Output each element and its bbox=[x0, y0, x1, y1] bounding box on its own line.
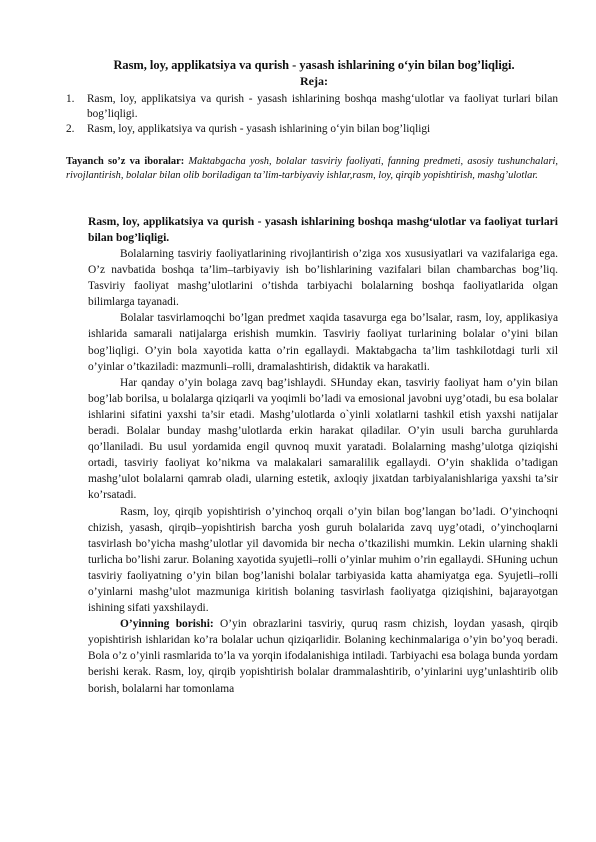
plan-item-number: 2. bbox=[66, 123, 75, 135]
plan-item-text: Rasm, loy, applikatsiya va qurish - yasash ishlarining boshqa mashg‘ulotlar va faoliyat turlari bilan bog’liqligi. bbox=[87, 93, 558, 120]
plan-item bbox=[66, 122, 558, 137]
plan-item bbox=[66, 92, 558, 122]
paragraph bbox=[88, 616, 558, 696]
paragraph: Rasm, loy, qirqib yopishtirish o’yinchoq orqali o’yin bilan bog’langan bo’ladi. O’yinchoqni chizish, yasash, qirqib–yopishtirish barcha yosh guruh bolalarida zavq uyg’otadi, o’yinchoqlarni tasvirlash bo’yicha mashg’ulotlar yil davomida bir necha o’tkazilishi mumkin. Lekin ularning shakli turlicha bo’lishi zarur. Bolaning xayotida syujetli–rolli o’yinlar muhim o’rin egallaydi. SHuning uchun tasviriy faoliyatning o’yin bilan bog’lanishi bolalar tarbiyasida katta ahamiyatga ega. Syujetli–rolli o’yinlarni mashg’ulot mazmuniga kiritish bolaning tasvirlash faoliyatga qiziqishini, bajarayotgan ishining sifati yaxshilaydi. bbox=[88, 505, 558, 615]
section-heading: Rasm, loy, applikatsiya va qurish - yasash ishlarining boshqa mashg‘ulotlar va faoliyat turlari bilan bog’liqligi. bbox=[88, 215, 558, 244]
paragraph-text: O’yin obrazlarini tasviriy, quruq rasm chizish, loydan yasash, qirqib yopishtirish ishlaridan ko’ra bolalar uchun qiziqarlidir. Bolaning kechinmalariga o’yin bo’yoq beradi. Bola o’z o’yinli rasmlarida to’la va yorqin ifodalanishiga intiladi. Tarbiyachi esa bolaga bunda yordam berishi kerak. Rasm, loy, qirqib yopishtirish bolalar drammalashtirib, o’yinlarini uyg’unlashtirib olib borish, bolalarni har tomonlama bbox=[88, 618, 558, 695]
keywords-label: Tayanch so’z va iboralar: bbox=[66, 156, 185, 167]
keywords-block bbox=[66, 155, 558, 182]
paragraph-lead: O’yinning borishi: bbox=[120, 618, 214, 631]
plan-heading: Reja: bbox=[300, 74, 328, 88]
plan-list bbox=[66, 92, 558, 137]
paragraph: Bolalar tasvirlamoqchi bo’lgan predmet xaqida tasavurga ega bo’lsalar, rasm, loy, applikasiya ishlarida samarali natijalarga erishish mumkin. Tasviriy faoliyat turlarining bolalar o’yini bilan bog’liqligi. O’yin bola xayotida katta o’rin egallaydi. Maktabgacha ta’lim tashkilotdagi turli xil o’yinlar o’tkaziladi: mazmunli–rolli, dramalashtirish, didaktik va harakatli. bbox=[88, 312, 558, 373]
paragraph: Har qanday o’yin bolaga zavq bag’ishlaydi. SHunday ekan, tasviriy faoliyat ham o’yin bilan bog’lab borilsa, u bolalarga qiziqarli va yoqimli bo’ladi va emosional javobni uyg’otadi, bu esa bolalar ishlarini sifatini yaxshi ta’sir etadi. Mashg’ulotlarda o`yinli xolatlarni tashkil etish yaxshi natijalar beradi. Bolalar bunday mashg’ulotlarda erkin harakat qiladilar. O’yin usuli barcha guruhlarda qo’llaniladi. Bu usul yordamida engil quvnoq muxit yaratadi. Bolalarning mashg’ulotga qiziqishi ortadi, tasviriy faoliyat ko’nikma va malakalari samaralilik egallaydi. O’yin shaklida o’tadigan mashg’ulot bolalarni qamrab oladi, ularning estetik, axloqiy jixatdan tarbiyalanishlariga yaxshi ta’sir ko’rsatadi. bbox=[88, 376, 558, 502]
plan-item-number: 1. bbox=[66, 93, 75, 105]
document-title: Rasm, loy, applikatsiya va qurish - yasash ishlarining o‘yin bilan bog’liqligi. bbox=[113, 58, 515, 72]
body-text bbox=[88, 246, 558, 697]
plan-item-text: Rasm, loy, applikatsiya va qurish - yasash ishlarining o‘yin bilan bog’liqligi bbox=[87, 123, 431, 135]
paragraph: Bolalarning tasviriy faoliyatlarining rivojlantirish o’ziga xos xususiyatlari va vazifalariga ega. O’z navbatida boshqa ta’lim–tarbiyaviy ish bo’lishlarining vazifalari bilan chambarchas bog’liq. Tasviriy faoliyat mashg’ulotlarini o’tishda tarbiyachi bolalarning boshqa faoliyatlarida olgan bilimlarga tayanadi. bbox=[88, 248, 558, 309]
keywords-text: Maktabgacha yosh, bolalar tasviriy faoliyati, fanning predmeti, asosiy tushunchalari, rivojlantirish, bolalar bilan olib boriladigan ta’lim-tarbiyaviy ishlar,rasm, loy, qirqib yopishtirish, mashg’ulotlar. bbox=[66, 156, 558, 181]
